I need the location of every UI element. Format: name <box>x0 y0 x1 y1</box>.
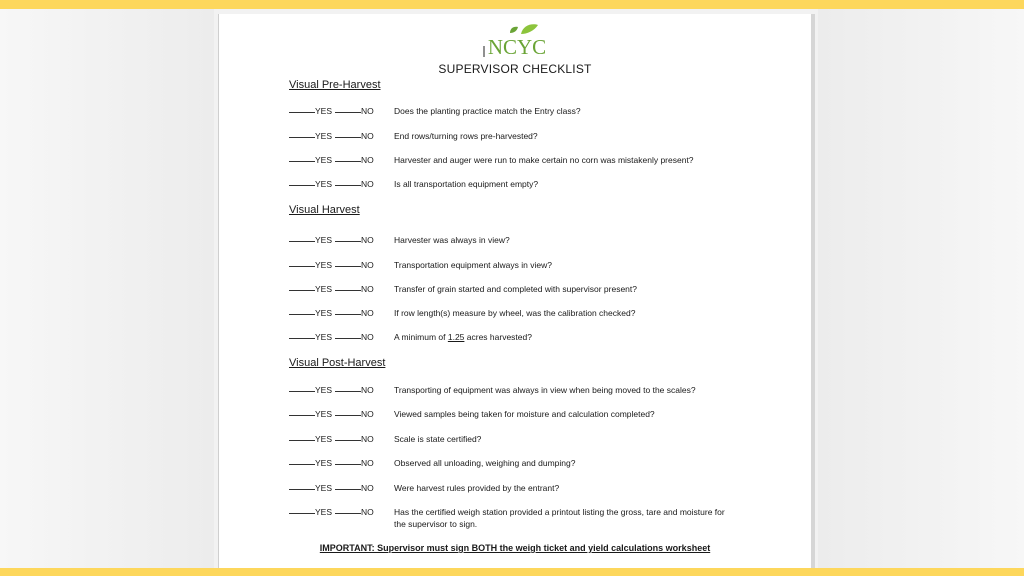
yes-label: YES <box>315 409 333 419</box>
no-blank[interactable] <box>335 185 361 186</box>
question-text: Scale is state certified? <box>394 434 482 444</box>
question-text: If row length(s) measure by wheel, was the calibration checked? <box>394 308 636 318</box>
section-heading-harvest: Visual Harvest <box>289 204 360 216</box>
yes-label: YES <box>315 434 333 444</box>
logo-text: NCYC <box>487 35 547 58</box>
yes-label: YES <box>315 106 333 116</box>
yes-label: YES <box>315 260 333 270</box>
yes-blank[interactable] <box>289 161 315 162</box>
yes-label: YES <box>315 332 333 342</box>
no-blank[interactable] <box>335 391 361 392</box>
yes-label: YES <box>315 179 333 189</box>
no-label: NO <box>361 308 374 318</box>
acres-value: 1.25 <box>447 332 465 342</box>
no-label: NO <box>361 483 374 493</box>
yes-blank[interactable] <box>289 338 315 339</box>
no-label: NO <box>361 507 374 517</box>
acres-suffix: acres harvested? <box>464 332 532 342</box>
no-blank[interactable] <box>335 161 361 162</box>
no-blank[interactable] <box>335 137 361 138</box>
yes-label: YES <box>315 284 333 294</box>
leaf-icon <box>510 27 518 33</box>
yes-blank[interactable] <box>289 440 315 441</box>
no-label: NO <box>361 260 374 270</box>
question-text: Observed all unloading, weighing and dumping? <box>394 458 576 468</box>
section-heading-post-harvest: Visual Post-Harvest <box>289 357 386 369</box>
no-blank[interactable] <box>335 338 361 339</box>
yes-blank[interactable] <box>289 314 315 315</box>
checklist-page <box>218 14 815 568</box>
question-text: Harvester and auger were run to make certain no corn was mistakenly present? <box>394 155 694 165</box>
yes-label: YES <box>315 155 333 165</box>
yes-label: YES <box>315 385 333 395</box>
question-text: Has the certified weigh station provided a printout listing the gross, tare and moisture for the supervisor to sign. <box>394 507 725 529</box>
yes-label: YES <box>315 507 333 517</box>
question-text: Is all transportation equipment empty? <box>394 179 539 189</box>
yes-blank[interactable] <box>289 241 315 242</box>
no-blank[interactable] <box>335 314 361 315</box>
no-blank[interactable] <box>335 112 361 113</box>
top-yellow-band <box>0 0 1024 9</box>
no-label: NO <box>361 385 374 395</box>
no-blank[interactable] <box>335 266 361 267</box>
no-blank[interactable] <box>335 241 361 242</box>
question-text: End rows/turning rows pre-harvested? <box>394 131 538 141</box>
yes-blank[interactable] <box>289 137 315 138</box>
yes-blank[interactable] <box>289 513 315 514</box>
no-label: NO <box>361 131 374 141</box>
yes-blank[interactable] <box>289 391 315 392</box>
yes-label: YES <box>315 308 333 318</box>
yes-label: YES <box>315 483 333 493</box>
question-text: Transporting of equipment was always in view when being moved to the scales? <box>394 385 696 395</box>
no-label: NO <box>361 284 374 294</box>
ncyc-logo <box>481 22 553 58</box>
no-label: NO <box>361 409 374 419</box>
question-text: Does the planting practice match the Entry class? <box>394 106 581 116</box>
question-text: Harvester was always in view? <box>394 235 510 245</box>
yes-blank[interactable] <box>289 464 315 465</box>
no-blank[interactable] <box>335 440 361 441</box>
no-label: NO <box>361 179 374 189</box>
important-notice: IMPORTANT: Supervisor must sign BOTH the weigh ticket and yield calculations worksheet <box>319 543 711 553</box>
yes-blank[interactable] <box>289 185 315 186</box>
yes-blank[interactable] <box>289 290 315 291</box>
yes-blank[interactable] <box>289 489 315 490</box>
question-text: Viewed samples being taken for moisture and calculation completed? <box>394 409 655 419</box>
question-text: Were harvest rules provided by the entrant? <box>394 483 560 493</box>
acres-prefix: A minimum of <box>394 332 448 342</box>
bottom-yellow-band <box>0 568 1024 576</box>
yes-label: YES <box>315 458 333 468</box>
no-label: NO <box>361 155 374 165</box>
question-text: Transportation equipment always in view? <box>394 260 552 270</box>
right-margin <box>818 9 1024 568</box>
no-blank[interactable] <box>335 489 361 490</box>
section-heading-pre-harvest: Visual Pre-Harvest <box>289 79 381 91</box>
no-label: NO <box>361 434 374 444</box>
no-blank[interactable] <box>335 464 361 465</box>
page-title: SUPERVISOR CHECKLIST <box>438 62 592 76</box>
left-margin <box>0 9 214 568</box>
leaf-icon <box>521 24 538 34</box>
no-label: NO <box>361 332 374 342</box>
yes-blank[interactable] <box>289 266 315 267</box>
no-blank[interactable] <box>335 415 361 416</box>
no-blank[interactable] <box>335 290 361 291</box>
yes-label: YES <box>315 131 333 141</box>
no-label: NO <box>361 235 374 245</box>
no-label: NO <box>361 458 374 468</box>
question-text: Transfer of grain started and completed with supervisor present? <box>394 284 638 294</box>
no-blank[interactable] <box>335 513 361 514</box>
no-label: NO <box>361 106 374 116</box>
yes-label: YES <box>315 235 333 245</box>
question-text <box>394 331 759 343</box>
yes-blank[interactable] <box>289 112 315 113</box>
yes-blank[interactable] <box>289 415 315 416</box>
